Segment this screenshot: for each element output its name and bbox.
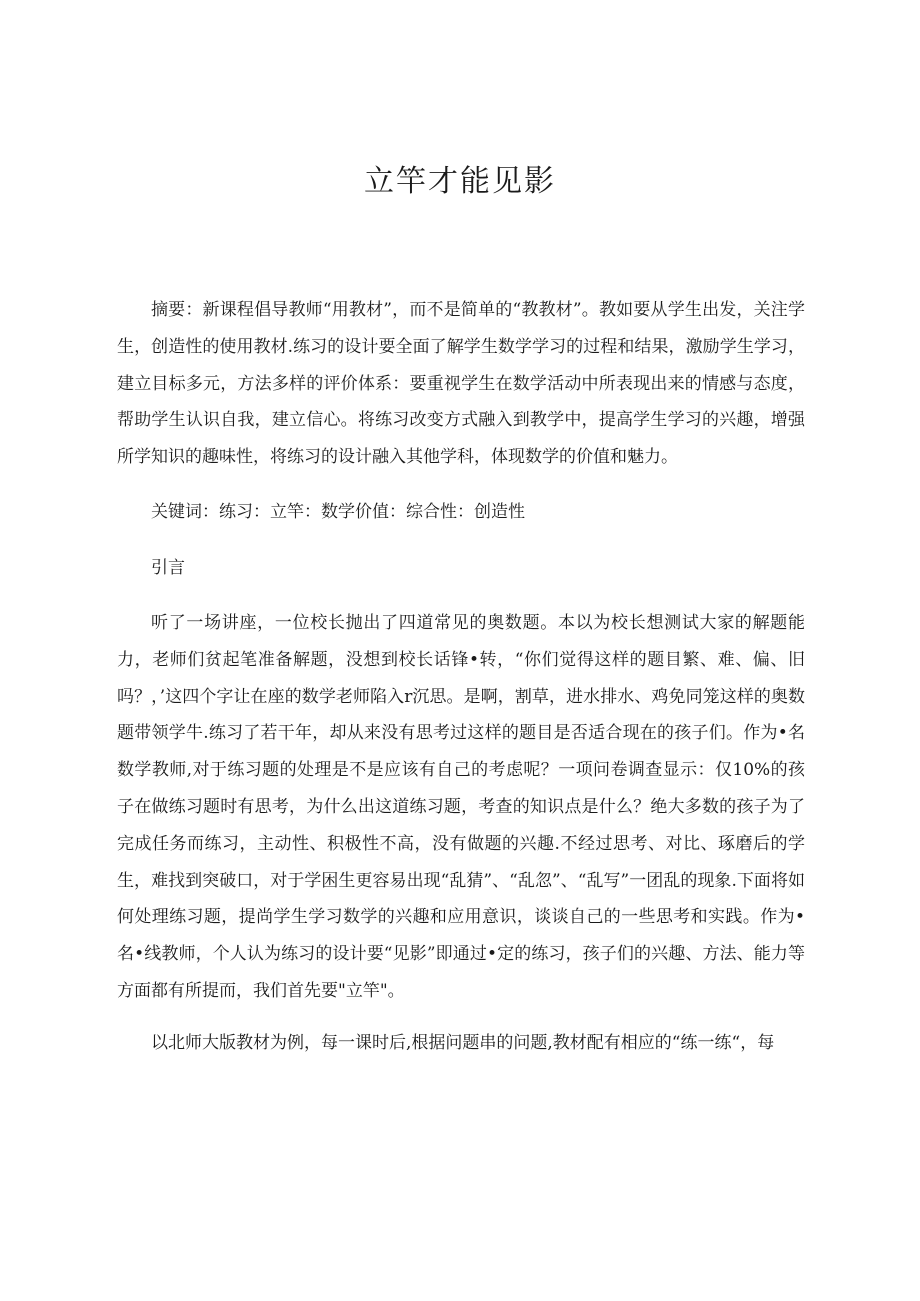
document-title: 立竿才能见影 [364,164,556,199]
keywords-line: 关键词：练习：立竿：数学价值：综合性：创造性 [151,502,525,522]
textbook-example-paragraph: 以北师大版教材为例，每一课时后,根据问题串的问题,教材配有相应的“练一练“，每 [151,1033,775,1053]
introduction-paragraph: 听了一场讲座，一位校长抛出了四道常见的奥数题。本以为校长想测试大家的解题能力，老师们贫起笔准备解题，没想到校长话锋•转，“你们觉得这样的题目繁、难、偏、旧吗？，’这四个字让在座的数学老师陷入r沉思。是啊，割草，进水排水、鸡免同笼这样的奥数题带领学牛.练习了若干年，却从来没有思考过这样的题目是否适合现在的孩子们。作为•名数学教师,对于练习题的处理是不是应该有自己的考虑呢？一项问卷调查显示：仅10%的孩子在做练习题时有思考，为什么出这道练习题，考查的知识点是什么？绝大多数的孩子为了完成任务而练习，主动性、积极性不高，没有做题的兴趣.不经过思考、对比、琢磨后的学生，难找到突破口，对于学困生更容易出现“乱猜”、“乱忽”、“乱写”一团乱的现象.下面将如何处理练习题，提尚学生学习数学的兴趣和应用意识，谈谈自己的一些思考和实践。作为•名•线教师，个人认为练习的设计要“见影”即通过•定的练习，孩子们的兴趣、方法、能力等方面都有所提而，我们首先要"立竿"。 [117,613,805,1001]
abstract-paragraph: 摘要：新课程倡导教师“用教材”，而不是简单的“教教材”。教如要从学生出发，关注学生，创造性的使用教材.练习的设计要全面了解学生数学学习的过程和结果，激励学生学习，建立目标多元，方法多样的评价体系：要重视学生在数学活动中所表现出来的情感与态度，帮助学生认识自我，建立信心。将练习改变方式融入到教学中，提高学生学习的兴趣，增强所学知识的趣味性，将练习的设计融入其他学科，体现数学的价值和魅力。 [117,300,805,468]
introduction-heading: 引言 [151,558,185,578]
